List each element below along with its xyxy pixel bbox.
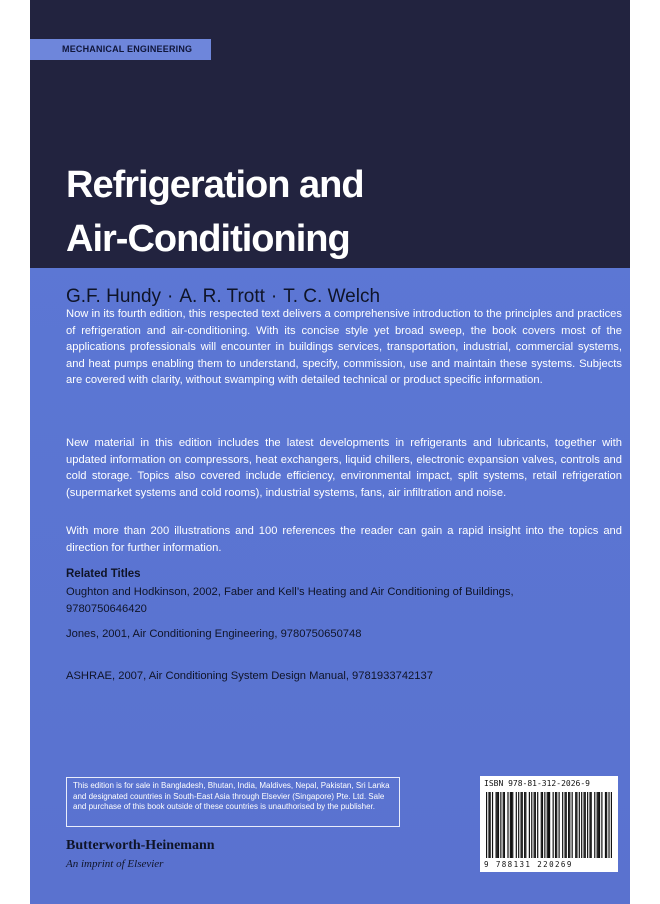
author-3: T. C. Welch [283, 286, 381, 307]
title-line-2: Air-Conditioning [66, 218, 350, 260]
description-paragraph-2: New material in this edition includes the latest developments in refrigerants and lubricants, together with updated information on compressors, heat exchangers, liquid chillers, electronic expansion valves, controls and cold storage. Topics also covered include efficiency, environmental impact, split systems, retail refrigeration (supermarket systems and cold rooms), industrial systems, fans, air infiltration and noise. [66, 437, 622, 499]
author-1: G.F. Hundy [66, 286, 162, 307]
author-separator: · [167, 286, 174, 307]
related-titles-heading: Related Titles [66, 568, 141, 580]
imprint-line: An imprint of Elsevier [66, 858, 164, 870]
description-paragraph-3: With more than 200 illustrations and 100 references the reader can gain a rapid insight into the topics and direction for further information. [66, 525, 622, 554]
isbn-label: ISBN 978-81-312-2026-9 [484, 779, 590, 788]
book-title [66, 158, 364, 266]
related-title-3: ASHRAE, 2007, Air Conditioning System Design Manual, 9781933742137 [66, 670, 433, 682]
category-label: MECHANICAL ENGINEERING [30, 39, 211, 60]
author-2: A. R. Trott [179, 286, 265, 307]
publisher-name: Butterworth-Heinemann [66, 838, 215, 853]
related-title-2: Jones, 2001, Air Conditioning Engineering, 9780750650748 [66, 628, 362, 640]
title-line-1: Refrigeration and [66, 164, 364, 206]
barcode-icon [486, 792, 612, 858]
book-back-cover [30, 0, 630, 904]
author-separator: · [270, 286, 278, 307]
related-title-1: Oughton and Hodkinson, 2002, Faber and Kell’s Heating and Air Conditioning of Buildings, 9780750646420 [66, 586, 514, 615]
description-paragraph-1: Now in its fourth edition, this respected text delivers a comprehensive introduction to the principles and practices of refrigeration and air-conditioning. With its concise style yet broad sweep, the book covers most of the applications professionals will encounter in buildings services, transportation, industrial, commercial systems, and heat pumps enabling them to understand, specify, commission, use and maintain these systems. Subjects are covered with clarity, without swamping with detailed technical or product specific information. [66, 308, 622, 387]
isbn-barcode-block [480, 776, 618, 872]
territorial-sale-notice: This edition is for sale in Bangladesh, Bhutan, India, Maldives, Nepal, Pakistan, Sri Lanka and designated countries in South-East Asia through Elsevier (Singapore) Pte. Ltd. Sale and purchase of this book outside of these countries is unauthorised by the publisher. [66, 777, 400, 827]
barcode-digits: 9 788131 220269 [484, 860, 573, 869]
